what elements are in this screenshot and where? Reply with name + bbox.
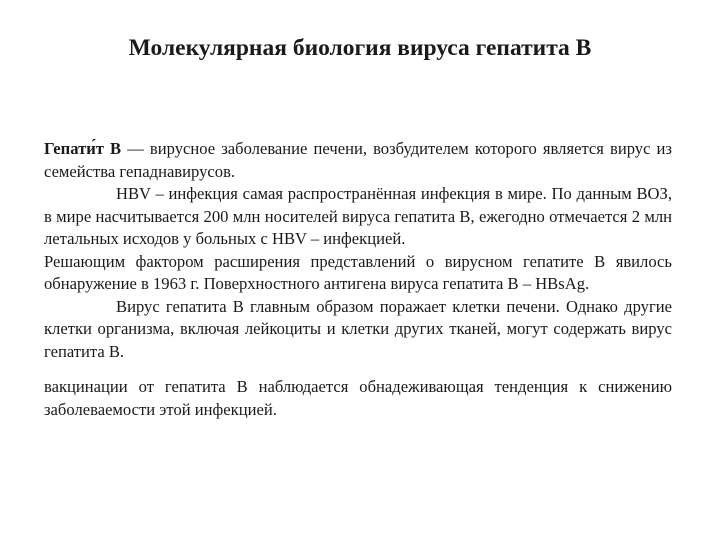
definition-paragraph	[44, 138, 672, 183]
vaccination-paragraph: вакцинации от гепатита В наблюдается обнадеживающая тенденция к снижению заболеваемости этой инфекцией.	[44, 377, 672, 419]
definition-text: — вирусное заболевание печени, возбудителем которого является вирус из семейства гепаднавирусов.	[44, 139, 672, 181]
definition-term: Гепати́т В	[44, 139, 122, 158]
discovery-paragraph: Решающим фактором расширения представлений о вирусном гепатите В явилось обнаружение в 1963 г. Поверхностного антигена вируса гепатита В – HBsAg.	[44, 251, 672, 293]
main-text-block	[44, 138, 672, 363]
target-cells-paragraph: Вирус гепатита В главным образом поражает клетки печени. Однако другие клетки организма, включая лейкоциты и клетки других тканей, могут содержать вирус гепатита В.	[44, 296, 672, 361]
vaccination-text-block	[44, 376, 672, 421]
slide-title: Молекулярная биология вируса гепатита В	[128, 35, 592, 61]
epidemiology-paragraph: HBV – инфекция самая распространённая инфекция в мире. По данным ВОЗ, в мире насчитывается 200 млн носителей вируса гепатита В, ежегодно отмечается 2 млн летальных исходов у больных с HBV – инфекцией.	[44, 184, 672, 248]
